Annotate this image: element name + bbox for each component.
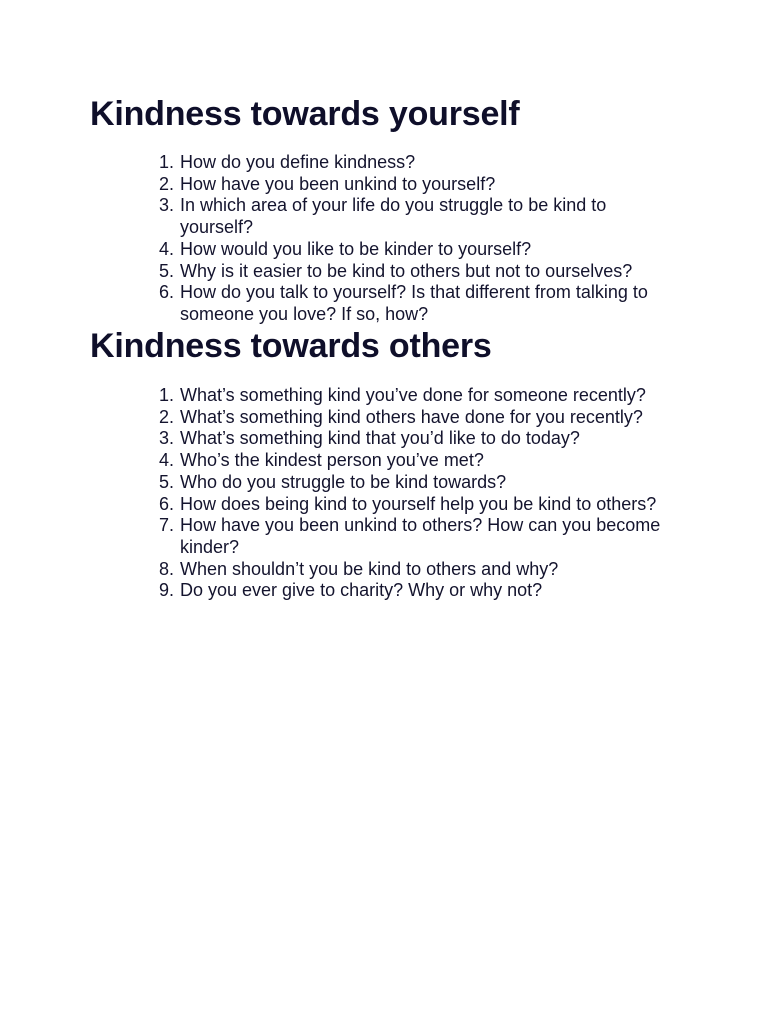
question-list-yourself — [90, 152, 690, 326]
list-item: 7. How have you been unkind to others? How can you become kinder? — [158, 515, 661, 557]
list-item: 9. Do you ever give to charity? Why or why not? — [158, 580, 543, 601]
list-item: 3. In which area of your life do you struggle to be kind to yourself? — [158, 195, 607, 238]
list-item: 5. Who do you struggle to be kind towards? — [158, 471, 507, 492]
list-item: 5. Why is it easier to be kind to others but not to ourselves? — [158, 260, 633, 281]
list-item: 1. How do you define kindness? — [158, 152, 416, 172]
list-item: 3. What’s something kind that you’d like to do today? — [158, 428, 580, 449]
list-item: 2. What’s something kind others have done for you recently? — [158, 406, 643, 427]
section-title-others: Kindness towards others — [90, 327, 492, 365]
question-list-others — [90, 385, 690, 602]
list-item: 2. How have you been unkind to yourself? — [158, 173, 496, 194]
list-item: 4. How would you like to be kinder to yourself? — [158, 238, 532, 259]
list-item: 4. Who’s the kindest person you’ve met? — [158, 450, 484, 471]
list-item: 8. When shouldn’t you be kind to others and why? — [158, 558, 559, 579]
section-title-yourself: Kindness towards yourself — [90, 95, 520, 133]
list-item: 6. How does being kind to yourself help you be kind to others? — [158, 493, 657, 514]
list-item: 6. How do you talk to yourself? Is that different from talking to someone you love? If so, how? — [158, 282, 648, 324]
list-item: 1. What’s something kind you’ve done for someone recently? — [158, 385, 646, 405]
